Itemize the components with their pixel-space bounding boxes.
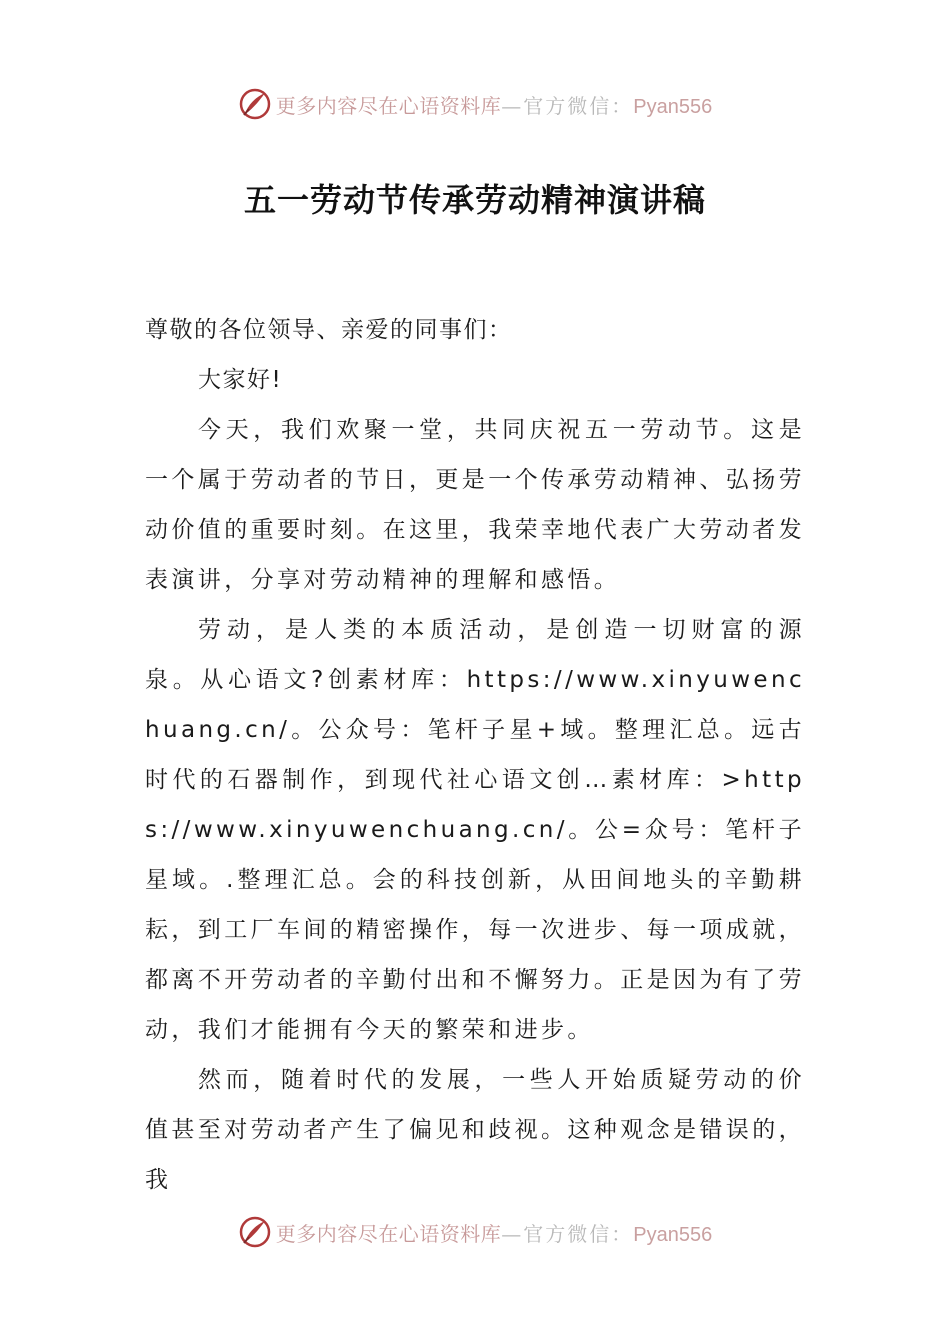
banner-wechat-id: Pyan556	[633, 95, 713, 118]
salutation: 大家好!	[198, 367, 283, 393]
paragraph-3: 然而，随着时代的发展，一些人开始质疑劳动的价值甚至对劳动者产生了偏见和歧视。这种观念是错误的，我	[145, 1067, 805, 1193]
paragraph-2: 劳动，是人类的本质活动，是创造一切财富的源泉。从心语文?创素材库：https://www.xinyuwenchuang.cn/。公众号：笔杆子星+域。整理汇总。远古时代的石器制作，到现代社心语文创…素材库：>https://www.xinyuwenchuang.cn/。公=众号：笔杆子星域。.整理汇总。会的科技创新，从田间地头的辛勤耕耘，到工厂车间的精密操作，每一次进步、每一项成就，都离不开劳动者的辛勤付出和不懈努力。正是因为有了劳动，我们才能拥有今天的繁荣和进步。	[145, 617, 805, 1043]
banner-text: 更多内容尽在心语资料库	[275, 93, 502, 118]
banner-wechat-label: 官方微信：	[523, 1221, 634, 1246]
header-watermark-banner: 更多内容尽在心语资料库—官方微信：Pyan556	[0, 84, 950, 124]
banner-wechat-label: 官方微信：	[523, 93, 634, 118]
document-body	[145, 305, 805, 1205]
greeting: 尊敬的各位领导、亲爱的同事们：	[145, 317, 513, 343]
pen-logo-icon	[238, 1215, 272, 1249]
banner-wechat-id: Pyan556	[633, 1223, 713, 1246]
paragraph-1: 今天，我们欢聚一堂，共同庆祝五一劳动节。这是一个属于劳动者的节日，更是一个传承劳动精神、弘扬劳动价值的重要时刻。在这里，我荣幸地代表广大劳动者发表演讲，分享对劳动精神的理解和感悟。	[145, 417, 805, 593]
document-title: 五一劳动节传承劳动精神演讲稿	[243, 181, 706, 219]
footer-watermark-banner: 更多内容尽在心语资料库—官方微信：Pyan556	[0, 1212, 950, 1252]
pen-logo-icon	[238, 87, 272, 121]
banner-text: 更多内容尽在心语资料库	[275, 1221, 502, 1246]
